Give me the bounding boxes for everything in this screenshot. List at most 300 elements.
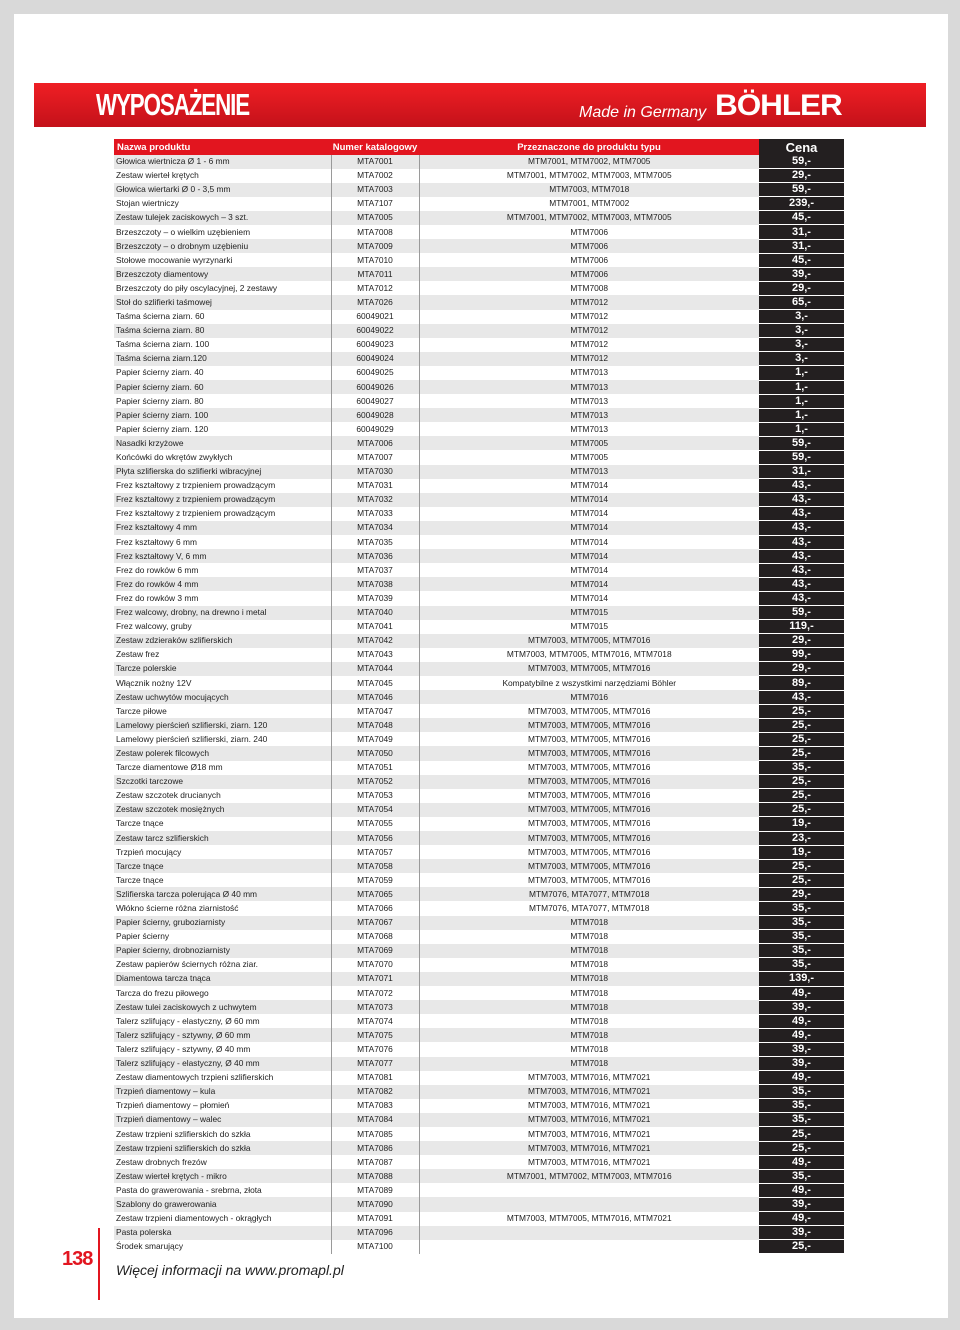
table-row [114, 873, 844, 887]
cell-compatible-models: MTM7018 [419, 916, 759, 930]
cell-price: 39,- [759, 1197, 844, 1211]
cell-compatible-models: MTM7003, MTM7005, MTM7016 [528, 818, 651, 829]
table-row [114, 1057, 844, 1071]
cell-compatible-models: MTM7018 [570, 1043, 609, 1054]
cell-price: 1,- [759, 408, 844, 422]
cell-compatible-models: MTM7018 [570, 959, 609, 970]
cell-catalog-number: MTA7035 [331, 535, 419, 549]
cell-product-name: Zestaw tarcz szlifierskich [114, 831, 331, 845]
cell-price: 25,- [759, 1141, 844, 1155]
table-row [114, 944, 844, 958]
cell-compatible-models: MTM7003, MTM7005, MTM7016 [419, 859, 759, 873]
cell-price: 49,- [759, 1014, 844, 1028]
table-row [114, 662, 844, 676]
cell-catalog-number: MTA7058 [331, 859, 419, 873]
cell-catalog-number: MTA7005 [331, 211, 419, 225]
table-row [114, 1014, 844, 1028]
cell-compatible-models: MTM7003, MTM7016, MTM7021 [419, 1113, 759, 1127]
table-row [114, 817, 844, 831]
cell-compatible-models: MTM7003, MTM7005, MTM7016 [528, 705, 651, 716]
table-row [114, 239, 844, 253]
cell-catalog-number: MTA7037 [331, 563, 419, 577]
cell-price: 25,- [759, 789, 844, 803]
column-header-target: Przeznaczone do produktu typu [419, 139, 759, 155]
cell-price: 59,- [759, 155, 844, 169]
cell-catalog-number: 60049028 [331, 408, 419, 422]
cell-product-name: Zestaw tulejek zaciskowych – 3 szt. [114, 211, 331, 225]
table-row [114, 761, 844, 775]
cell-price: 45,- [759, 253, 844, 267]
cell-catalog-number: MTA7074 [331, 1014, 419, 1028]
cell-compatible-models [419, 1183, 759, 1197]
cell-product-name: Taśma ścierna ziarn. 60 [116, 311, 205, 322]
cell-compatible-models: MTM7012 [570, 311, 609, 322]
cell-compatible-models: MTM7003, MTM7005, MTM7016 [419, 718, 759, 732]
table-row [114, 479, 844, 493]
cell-product-name: Brzeszczoty – o drobnym uzębieniu [114, 239, 331, 253]
cell-catalog-number: MTA7083 [331, 1099, 419, 1113]
cell-compatible-models: MTM7006 [419, 239, 759, 253]
cell-compatible-models: MTM7003, MTM7005, MTM7016 [528, 790, 651, 801]
cell-catalog-number: MTA7069 [331, 944, 419, 958]
cell-catalog-number: MTA7082 [331, 1085, 419, 1099]
cell-catalog-number: 60049026 [331, 380, 419, 394]
cell-compatible-models [419, 1226, 759, 1240]
cell-catalog-number: MTA7066 [331, 901, 419, 915]
table-row [114, 732, 844, 746]
table-row [114, 845, 844, 859]
table-row [114, 169, 844, 183]
tagline: Made in Germany [579, 104, 707, 121]
table-row [114, 450, 844, 464]
cell-product-name: Szablony do grawerowania [114, 1197, 331, 1211]
cell-price: 25,- [759, 704, 844, 718]
cell-catalog-number: MTA7038 [331, 577, 419, 591]
table-row [114, 521, 844, 535]
cell-catalog-number: MTA7088 [331, 1169, 419, 1183]
cell-product-name: Stojan wiertniczy [116, 198, 179, 209]
cell-product-name: Papier ścierny, drobnoziarnisty [114, 944, 331, 958]
cell-compatible-models: MTM7014 [570, 536, 609, 547]
cell-price: 31,- [759, 225, 844, 239]
cell-price: 1,- [759, 366, 844, 380]
cell-price: 1,- [759, 380, 844, 394]
cell-price: 43,- [759, 493, 844, 507]
cell-compatible-models: MTM7014 [419, 521, 759, 535]
cell-compatible-models: Kompatybilne z wszystkimi narzędziami Böhler [502, 677, 677, 688]
cell-catalog-number: MTA7032 [331, 493, 419, 507]
cell-compatible-models: MTM7014 [570, 592, 609, 603]
cell-compatible-models: MTM7018 [419, 944, 759, 958]
cell-catalog-number: 60049022 [331, 324, 419, 338]
cell-product-name: Tarcze diamentowe Ø18 mm [116, 762, 223, 773]
cell-compatible-models: MTM7015 [570, 621, 609, 632]
cell-catalog-number: MTA7056 [331, 831, 419, 845]
cell-product-name: Stoł do szlifierki taśmowej [114, 295, 331, 309]
cell-catalog-number: MTA7006 [331, 436, 419, 450]
table-row [114, 535, 844, 549]
table-row [114, 648, 844, 662]
cell-catalog-number: MTA7067 [331, 916, 419, 930]
cell-catalog-number: MTA7008 [331, 225, 419, 239]
cell-compatible-models: MTM7014 [419, 577, 759, 591]
cell-catalog-number: MTA7046 [331, 690, 419, 704]
cell-catalog-number: MTA7007 [331, 450, 419, 464]
cell-price: 43,- [759, 690, 844, 704]
cell-product-name: Papier ścierny, gruboziarnisty [114, 916, 331, 930]
cell-compatible-models: MTM7006 [419, 267, 759, 281]
cell-price: 29,- [759, 169, 844, 183]
cell-product-name: Zestaw papierów ściernych różna ziar. [116, 959, 258, 970]
cell-catalog-number: MTA7052 [331, 775, 419, 789]
cell-catalog-number: MTA7090 [331, 1197, 419, 1211]
cell-compatible-models: MTM7003, MTM7005, MTM7016 [419, 634, 759, 648]
cell-catalog-number: MTA7081 [331, 1071, 419, 1085]
cell-compatible-models: MTM7013 [419, 408, 759, 422]
cell-product-name: Trzpień mocujący [116, 846, 182, 857]
table-row [114, 380, 844, 394]
table-row [114, 563, 844, 577]
cell-price: 3,- [759, 310, 844, 324]
table-row [114, 310, 844, 324]
cell-catalog-number: MTA7001 [331, 155, 419, 169]
cell-compatible-models: MTM7016 [419, 690, 759, 704]
cell-compatible-models: MTM7076, MTA7077, MTM7018 [419, 887, 759, 901]
cell-product-name: Tarcze polerskie [114, 662, 331, 676]
cell-compatible-models: MTM7003, MTM7016, MTM7021 [528, 1100, 651, 1111]
cell-catalog-number: MTA7048 [331, 718, 419, 732]
cell-product-name: Środek smarujący [116, 1241, 184, 1252]
cell-compatible-models: MTM7003, MTM7005, MTM7016 [419, 831, 759, 845]
cell-product-name: Tarcze tnące [114, 859, 331, 873]
cell-catalog-number: MTA7002 [331, 169, 419, 183]
cell-product-name: Frez kształtowy z trzpieniem prowadzącym [114, 493, 331, 507]
cell-price: 99,- [759, 648, 844, 662]
cell-product-name: Zestaw zdzieraków szlifierskich [114, 634, 331, 648]
table-row [114, 324, 844, 338]
cell-price: 39,- [759, 267, 844, 281]
cell-product-name: Końcówki do wkrętów zwykłych [116, 452, 233, 463]
cell-compatible-models: MTM7003, MTM7016, MTM7021 [528, 1128, 651, 1139]
cell-price: 43,- [759, 549, 844, 563]
cell-compatible-models: MTM7076, MTA7077, MTM7018 [529, 903, 650, 914]
header-banner [34, 83, 926, 127]
cell-product-name: Frez kształtowy z trzpieniem prowadzącym [116, 480, 276, 491]
table-row [114, 972, 844, 986]
cell-compatible-models: MTM7015 [419, 606, 759, 620]
cell-product-name: Zestaw trzpieni diamentowych - okrągłych [116, 1213, 272, 1224]
cell-product-name: Lamelowy pierścień szlifierski, ziarn. 240 [116, 733, 268, 744]
table-row [114, 295, 844, 309]
cell-compatible-models: MTM7001, MTM7002, MTM7003, MTM7005 [419, 211, 759, 225]
table-row [114, 606, 844, 620]
cell-product-name: Papier ścierny ziarn. 80 [116, 395, 204, 406]
cell-catalog-number: MTA7059 [331, 873, 419, 887]
cell-price: 43,- [759, 563, 844, 577]
cell-compatible-models: MTM7001, MTM7002, MTM7003, MTM7005 [506, 170, 672, 181]
cell-compatible-models: MTM7018 [419, 1057, 759, 1071]
cell-catalog-number: MTA7009 [331, 239, 419, 253]
brand-logo: BÖHLER [715, 89, 842, 122]
cell-price: 49,- [759, 986, 844, 1000]
table-row [114, 493, 844, 507]
cell-product-name: Brzeszczoty do piły oscylacyjnej, 2 zestawy [116, 282, 278, 293]
cell-price: 43,- [759, 535, 844, 549]
table-row [114, 577, 844, 591]
cell-catalog-number: MTA7077 [331, 1057, 419, 1071]
cell-compatible-models: MTM7018 [419, 1000, 759, 1014]
cell-product-name: Pasta do grawerowania - srebrna, złota [116, 1184, 262, 1195]
cell-product-name: Frez kształtowy 6 mm [116, 536, 197, 547]
cell-compatible-models: MTM7014 [419, 493, 759, 507]
cell-compatible-models: MTM7018 [570, 931, 609, 942]
table-row [114, 1155, 844, 1169]
cell-catalog-number: MTA7041 [331, 620, 419, 634]
cell-compatible-models: MTM7003, MTM7005, MTM7016 [419, 746, 759, 760]
cell-product-name: Talerz szlifujący - elastyczny, Ø 60 mm [116, 1015, 260, 1026]
cell-product-name: Szlifierska tarcza polerująca Ø 40 mm [114, 887, 331, 901]
table-row [114, 436, 844, 450]
cell-price: 19,- [759, 845, 844, 859]
table-row [114, 253, 844, 267]
table-row [114, 197, 844, 211]
cell-price: 25,- [759, 775, 844, 789]
cell-price: 35,- [759, 761, 844, 775]
column-header-price: Cena [759, 139, 844, 155]
cell-compatible-models: MTM7018 [419, 972, 759, 986]
table-row [114, 1127, 844, 1141]
cell-price: 39,- [759, 1000, 844, 1014]
cell-price: 29,- [759, 662, 844, 676]
cell-catalog-number: MTA7047 [331, 704, 419, 718]
table-row [114, 775, 844, 789]
table-row [114, 1000, 844, 1014]
cell-product-name: Frez kształtowy 4 mm [114, 521, 331, 535]
cell-catalog-number: MTA7070 [331, 958, 419, 972]
table-row [114, 803, 844, 817]
table-row [114, 1099, 844, 1113]
cell-product-name: Włókno ścierne różna ziarnistość [116, 903, 239, 914]
cell-product-name: Frez do rowków 4 mm [114, 577, 331, 591]
table-row [114, 1212, 844, 1226]
table-row [114, 465, 844, 479]
cell-price: 49,- [759, 1212, 844, 1226]
cell-price: 25,- [759, 732, 844, 746]
table-row [114, 831, 844, 845]
table-row [114, 1226, 844, 1240]
price-table [114, 139, 844, 1254]
cell-price: 35,- [759, 944, 844, 958]
table-row [114, 718, 844, 732]
column-header-name: Nazwa produktu [114, 139, 331, 155]
table-row [114, 958, 844, 972]
table-row [114, 859, 844, 873]
more-info-text: Więcej informacji na www.promapl.pl [116, 1262, 344, 1278]
table-row [114, 1085, 844, 1099]
cell-catalog-number: MTA7089 [331, 1183, 419, 1197]
cell-compatible-models: MTM7018 [570, 987, 609, 998]
cell-product-name: Tarcza do frezu piłowego [116, 987, 209, 998]
cell-price: 1,- [759, 394, 844, 408]
table-row [114, 986, 844, 1000]
cell-compatible-models: MTM7003, MTM7018 [419, 183, 759, 197]
cell-price: 23,- [759, 831, 844, 845]
cell-compatible-models: MTM7013 [419, 380, 759, 394]
cell-price: 25,- [759, 1240, 844, 1254]
cell-product-name: Pasta polerska [114, 1226, 331, 1240]
table-row [114, 916, 844, 930]
table-row [114, 634, 844, 648]
cell-product-name: Frez do rowków 3 mm [116, 592, 199, 603]
cell-product-name: Zestaw drobnych frezów [116, 1156, 207, 1167]
cell-compatible-models: MTM7012 [419, 352, 759, 366]
cell-price: 25,- [759, 859, 844, 873]
table-row [114, 507, 844, 521]
cell-price: 35,- [759, 1169, 844, 1183]
cell-product-name: Diamentowa tarcza tnąca [114, 972, 331, 986]
cell-product-name: Zestaw szczotek drucianych [116, 790, 221, 801]
cell-compatible-models: MTM7003, MTM7005, MTM7016 [419, 662, 759, 676]
cell-price: 3,- [759, 352, 844, 366]
cell-catalog-number: MTA7091 [331, 1212, 419, 1226]
cell-price: 59,- [759, 450, 844, 464]
cell-product-name: Trzpień diamentowy – walec [114, 1113, 331, 1127]
cell-catalog-number: MTA7044 [331, 662, 419, 676]
cell-compatible-models: MTM7013 [570, 367, 609, 378]
cell-price: 59,- [759, 183, 844, 197]
table-row [114, 408, 844, 422]
cell-product-name: Zestaw wierteł krętych - mikro [114, 1169, 331, 1183]
cell-compatible-models: MTM7003, MTM7005, MTM7016 [528, 762, 651, 773]
cell-catalog-number: MTA7003 [331, 183, 419, 197]
cell-price: 35,- [759, 1099, 844, 1113]
cell-price: 35,- [759, 958, 844, 972]
cell-product-name: Głowica wiertarki Ø 0 - 3,5 mm [114, 183, 331, 197]
cell-product-name: Zestaw uchwytów mocujących [114, 690, 331, 704]
table-row [114, 225, 844, 239]
cell-compatible-models: MTM7003, MTM7005, MTM7016 [528, 846, 651, 857]
cell-product-name: Trzpień diamentowy – płomień [116, 1100, 230, 1111]
cell-catalog-number: MTA7087 [331, 1155, 419, 1169]
cell-compatible-models: MTM7001, MTM7002, MTM7005 [419, 155, 759, 169]
cell-price: 43,- [759, 521, 844, 535]
cell-catalog-number: MTA7049 [331, 732, 419, 746]
footer-divider [98, 1228, 100, 1300]
cell-catalog-number: MTA7076 [331, 1042, 419, 1056]
table-row [114, 155, 844, 169]
cell-catalog-number: MTA7068 [331, 930, 419, 944]
cell-price: 19,- [759, 817, 844, 831]
cell-price: 25,- [759, 746, 844, 760]
table-row [114, 1183, 844, 1197]
cell-catalog-number: MTA7036 [331, 549, 419, 563]
cell-price: 45,- [759, 211, 844, 225]
cell-product-name: Tarcze piłowe [116, 705, 167, 716]
table-row [114, 183, 844, 197]
table-row [114, 394, 844, 408]
table-row [114, 1197, 844, 1211]
cell-price: 43,- [759, 591, 844, 605]
cell-compatible-models: MTM7001, MTM7002 [549, 198, 630, 209]
section-title: WYPOSAŻENIE [96, 87, 250, 122]
cell-price: 49,- [759, 1071, 844, 1085]
table-row [114, 422, 844, 436]
cell-price: 59,- [759, 436, 844, 450]
cell-product-name: Zestaw trzpieni szlifierskich do szkła [116, 1128, 251, 1139]
cell-catalog-number: MTA7100 [331, 1240, 419, 1254]
cell-product-name: Tarcze tnące [116, 874, 164, 885]
cell-compatible-models: MTM7003, MTM7005, MTM7016 [419, 803, 759, 817]
cell-compatible-models: MTM7018 [570, 1015, 609, 1026]
cell-product-name: Taśma ścierna ziarn. 100 [116, 339, 210, 350]
cell-price: 25,- [759, 803, 844, 817]
cell-compatible-models: MTM7012 [419, 295, 759, 309]
table-row [114, 901, 844, 915]
cell-compatible-models: MTM7013 [419, 465, 759, 479]
table-row [114, 930, 844, 944]
table-row [114, 281, 844, 295]
cell-product-name: Papier ścierny ziarn. 120 [116, 423, 209, 434]
cell-compatible-models: MTM7012 [419, 324, 759, 338]
cell-compatible-models: MTM7013 [570, 423, 609, 434]
cell-price: 65,- [759, 295, 844, 309]
cell-price: 89,- [759, 676, 844, 690]
cell-compatible-models: MTM7003, MTM7016, MTM7021 [419, 1085, 759, 1099]
cell-compatible-models: MTM7008 [570, 282, 609, 293]
cell-compatible-models: MTM7006 [570, 226, 609, 237]
cell-product-name: Talerz szlifujący - sztywny, Ø 40 mm [116, 1043, 251, 1054]
cell-compatible-models: MTM7014 [570, 508, 609, 519]
cell-compatible-models: MTM7003, MTM7005, MTM7016, MTM7018 [506, 649, 672, 660]
cell-compatible-models: MTM7018 [419, 1028, 759, 1042]
column-header-code: Numer katalogowy [331, 139, 419, 155]
cell-product-name: Frez kształtowy V, 6 mm [114, 549, 331, 563]
cell-product-name: Papier ścierny ziarn. 100 [114, 408, 331, 422]
cell-price: 29,- [759, 887, 844, 901]
cell-product-name: Zestaw wierteł krętych [116, 170, 199, 181]
cell-catalog-number: MTA7011 [331, 267, 419, 281]
cell-product-name: Frez do rowków 6 mm [116, 564, 199, 575]
cell-catalog-number: MTA7045 [331, 676, 419, 690]
cell-product-name: Zestaw szczotek mosiężnych [114, 803, 331, 817]
cell-price: 31,- [759, 465, 844, 479]
page-number: 138 [62, 1248, 93, 1270]
cell-product-name: Talerz szlifujący - sztywny, Ø 60 mm [114, 1028, 331, 1042]
cell-catalog-number: MTA7086 [331, 1141, 419, 1155]
cell-compatible-models: MTM7014 [570, 564, 609, 575]
table-row [114, 690, 844, 704]
cell-product-name: Płyta szlifierska do szlifierki wibracyjnej [114, 465, 331, 479]
cell-price: 3,- [759, 338, 844, 352]
cell-product-name: Stołowe mocowanie wyrzynarki [116, 254, 233, 265]
cell-catalog-number: MTA7073 [331, 1000, 419, 1014]
cell-catalog-number: MTA7085 [331, 1127, 419, 1141]
cell-compatible-models: MTM7005 [419, 436, 759, 450]
cell-product-name: Nasadki krzyżowe [114, 436, 331, 450]
table-row [114, 267, 844, 281]
table-row [114, 887, 844, 901]
cell-product-name: Zestaw trzpieni szlifierskich do szkła [114, 1141, 331, 1155]
cell-price: 35,- [759, 1085, 844, 1099]
cell-compatible-models: MTM7003, MTM7005, MTM7016 [528, 874, 651, 885]
cell-product-name: Frez walcowy, drobny, na drewno i metal [114, 606, 331, 620]
cell-catalog-number: MTA7030 [331, 465, 419, 479]
cell-price: 43,- [759, 577, 844, 591]
cell-catalog-number: MTA7051 [331, 761, 419, 775]
cell-compatible-models [419, 1240, 759, 1254]
table-row [114, 1141, 844, 1155]
cell-catalog-number: MTA7026 [331, 295, 419, 309]
